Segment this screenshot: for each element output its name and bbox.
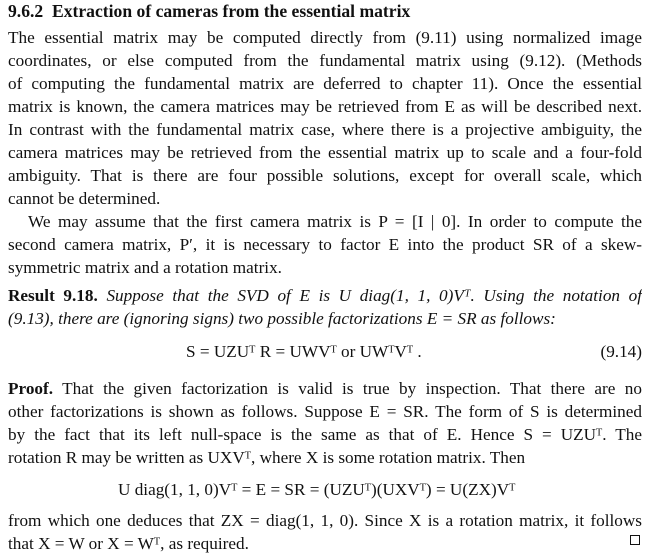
proof-line: by the fact that its left null-space is the same as that of E. Hence S = UZUᵀ. The — [8, 425, 642, 444]
proof-line: that X = W or X = Wᵀ, as required. — [8, 534, 249, 553]
proof-equation: U diag(1, 1, 0)Vᵀ = E = SR = (UZUᵀ)(UXVᵀ) = U(ZX)Vᵀ — [118, 480, 516, 499]
paragraph2-line: second camera matrix, P′, it is necessary to factor E into the product SR of a skew- — [8, 235, 642, 254]
paragraph1-line: camera matrices may be retrieved from the essential matrix up to scale and a four-fold — [8, 143, 642, 162]
result-statement: Suppose that the SVD of E is U diag(1, 1, 0)Vᵀ. Using the notation of — [106, 286, 642, 305]
paragraph2-line: We may assume that the first camera matrix is P = [I | 0]. In order to compute the — [28, 212, 642, 231]
result-line — [8, 284, 642, 307]
paragraph1-line: matrix is known, the camera matrices may be retrieved from E as will be described next. — [8, 97, 642, 116]
proof-line: from which one deduces that ZX = diag(1, 1, 0). Since X is a rotation matrix, it follows — [8, 511, 642, 530]
result-label: Result 9.18. — [8, 286, 98, 305]
paragraph1-line: of computing the fundamental matrix are deferred to chapter 11). Once the essential — [8, 74, 642, 93]
proof-line — [8, 377, 642, 400]
paragraph1-line: cannot be determined. — [8, 189, 161, 208]
proof-line: rotation R may be written as UXVᵀ, where X is some rotation matrix. Then — [8, 448, 526, 467]
section-heading — [8, 0, 642, 23]
section-title: Extraction of cameras from the essential matrix — [51, 1, 411, 21]
section-number: 9.6.2 — [8, 1, 44, 21]
equation-number: (9.14) — [600, 342, 642, 361]
equation-9-14: S = UZUᵀ R = UWVᵀ or UWᵀVᵀ . — [186, 342, 422, 361]
proof-text: That the given factorization is valid is true by inspection. That there are no — [62, 379, 642, 398]
paragraph1-line: In contrast with the fundamental matrix case, where there is a projective ambiguity, the — [8, 120, 642, 139]
proof-line: other factorizations is shown as follows. Suppose E = SR. The form of S is determined — [8, 402, 642, 421]
result-line: (9.13), there are (ignoring signs) two possible factorizations E = SR as follows: — [8, 309, 556, 328]
paragraph1-line: The essential matrix may be computed directly from (9.11) using normalized image — [8, 28, 642, 47]
proof-label: Proof. — [8, 379, 54, 398]
paragraph1-line: ambiguity. That is there are four possible solutions, except for overall scale, which — [8, 166, 642, 185]
paragraph2-line: symmetric matrix and a rotation matrix. — [8, 258, 282, 277]
qed-box-icon — [630, 535, 640, 545]
paragraph1-line: coordinates, or else computed from the fundamental matrix using (9.12). (Methods — [8, 51, 642, 70]
